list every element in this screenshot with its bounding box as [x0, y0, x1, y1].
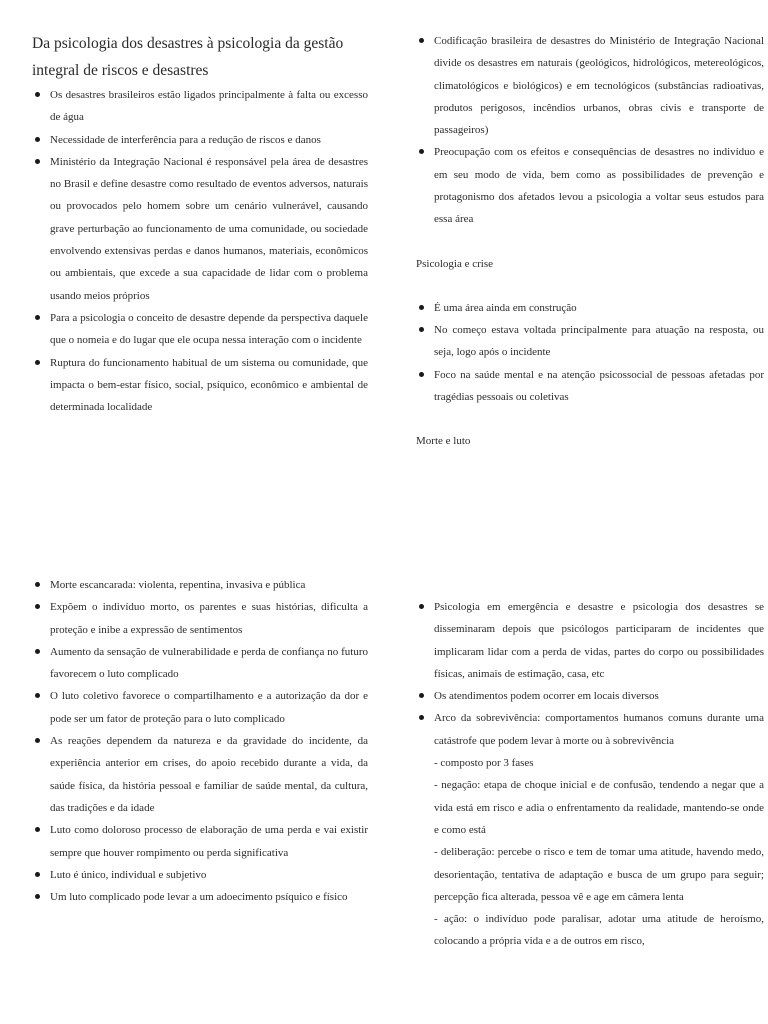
top-left-column	[32, 30, 368, 418]
list-item: Morte escancarada: violenta, repentina, invasiva e pública	[32, 574, 368, 596]
bottom-left-column	[32, 574, 368, 908]
list-item: Ministério da Integração Nacional é responsável pela área de desastres no Brasil e define desastre como resultado de eventos adversos, naturais ou provocados pelo homem sobre um cenário vulnerável, causando grave perturbação ao funcionamento de uma comunidade, ou sociedade envolvendo extensivas perdas e danos humanos, materiais, econômicos ou ambientais, que excede a sua capacidade de lidar com o problema usando meios próprios	[32, 151, 368, 307]
sub-line: - ação: o indivíduo pode paralisar, adotar uma atitude de heroísmo, colocando a própria vida e a de outros em risco,	[434, 913, 764, 948]
top-right-column	[416, 30, 764, 452]
list-item: Aumento da sensação de vulnerabilidade e perda de confiança no futuro favorecem o luto complicado	[32, 641, 368, 686]
list-item: Os desastres brasileiros estão ligados principalmente à falta ou excesso de água	[32, 84, 368, 129]
bullet-list	[416, 297, 764, 408]
list-item: Necessidade de interferência para a redução de riscos e danos	[32, 129, 368, 151]
page-title: Da psicologia dos desastres à psicologia da gestão integral de riscos e desastres	[32, 35, 344, 79]
bullet-list	[416, 596, 764, 752]
list-item: Psicologia em emergência e desastre e psicologia dos desastres se disseminaram depois que psicólogos participaram de incidentes que implicaram lidar com a perda de vidas, partes do corpo ou possibilidades físicas, animais de estimação, casa, etc	[416, 596, 764, 685]
sub-line: - negação: etapa de choque inicial e de confusão, tendendo a negar que a vida está em risco e adia o enfrentamento da realidade, mantendo-se onde e como está	[434, 779, 764, 836]
list-item: O luto coletivo favorece o compartilhamento e a autorização da dor e pode ser um fator de proteção para o luto complicado	[32, 685, 368, 730]
list-item: No começo estava voltada principalmente para atuação na resposta, ou seja, logo após o incidente	[416, 319, 764, 364]
list-item: Luto como doloroso processo de elaboração de uma perda e vai existir sempre que houver rompimento ou perda significativa	[32, 819, 368, 864]
bullet-list	[32, 84, 368, 418]
list-item: Para a psicologia o conceito de desastre depende da perspectiva daquele que o nomeia e do lugar que ele ocupa nessa interação com o incidente	[32, 307, 368, 352]
bullet-list	[416, 30, 764, 231]
list-item: Expõem o indivíduo morto, os parentes e suas histórias, dificulta a proteção e inibe a expressão de sentimentos	[32, 596, 368, 641]
section-heading-morte-e-luto: Morte e luto	[416, 435, 471, 448]
bottom-right-column	[416, 596, 764, 953]
list-item: Ruptura do funcionamento habitual de um sistema ou comunidade, que impacta o bem-estar físico, social, psíquico, econômico e ambiental de determinada localidade	[32, 352, 368, 419]
list-item: Um luto complicado pode levar a um adoecimento psíquico e físico	[32, 886, 368, 908]
list-item: Arco da sobrevivência: comportamentos humanos comuns durante uma catástrofe que podem levar à morte ou à sobrevivência	[416, 707, 764, 752]
list-item: Foco na saúde mental e na atenção psicossocial de pessoas afetadas por tragédias pessoais ou coletivas	[416, 364, 764, 409]
list-item: Luto é único, individual e subjetivo	[32, 864, 368, 886]
list-item: É uma área ainda em construção	[416, 297, 764, 319]
bullet-list	[32, 574, 368, 908]
list-item: Codificação brasileira de desastres do Ministério de Integração Nacional divide os desastres em naturais (geológicos, hidrológicos, metereológicos, climatológicos e biológicos) e em tecnológicos (substâncias radioativas, produtos perigosos, incêndios urbanos, obras civis e transporte de passageiros)	[416, 30, 764, 141]
list-item: As reações dependem da natureza e da gravidade do incidente, da experiência anterior em crises, do apoio recebido durante a vida, da saúde física, da história pessoal e familiar de saúde mental, da cultura, das tradições e da idade	[32, 730, 368, 819]
list-item: Preocupação com os efeitos e consequências de desastres no indivíduo e em seu modo de vida, bem como as possibilidades de prevenção e protagonismo dos afetados levou a psicologia a voltar seus estudos para essa área	[416, 141, 764, 230]
section-heading-psicologia-e-crise: Psicologia e crise	[416, 257, 493, 270]
sub-line: - deliberação: percebe o risco e tem de tomar uma atitude, havendo medo, desorientação, tentativa de adaptação e busca de um grupo para seguir; percepção fica alterada, pessoa vê e age em câmera lenta	[434, 846, 764, 903]
list-item: Os atendimentos podem ocorrer em locais diversos	[416, 685, 764, 707]
sub-line: - composto por 3 fases	[434, 757, 534, 770]
